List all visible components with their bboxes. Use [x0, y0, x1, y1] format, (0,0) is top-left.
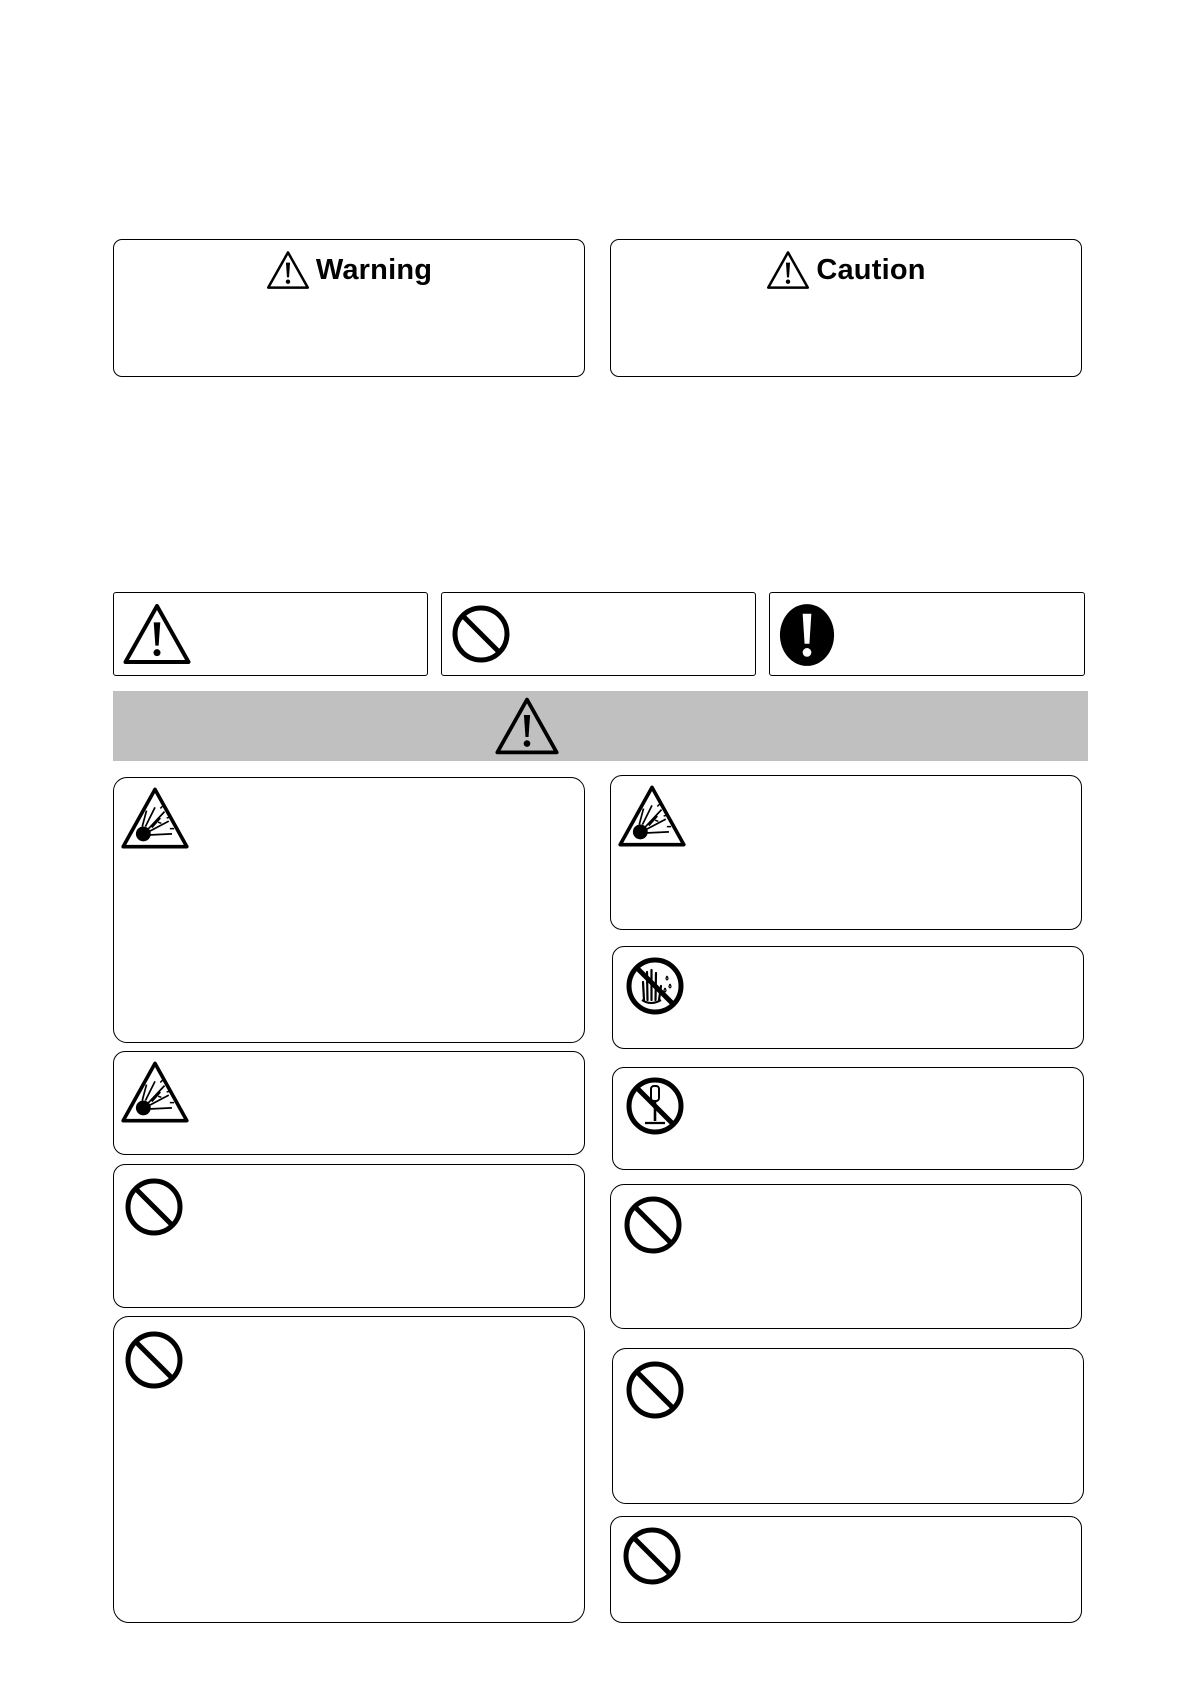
legend-item-warning [113, 592, 428, 676]
left-item-3 [113, 1164, 585, 1308]
warning-triangle-icon [494, 696, 560, 756]
prohibition-icon [124, 1330, 184, 1390]
warning-notice-title: Warning [315, 254, 433, 286]
left-item-4 [113, 1316, 585, 1623]
legend-item-mandatory [769, 592, 1085, 676]
explosion-hazard-icon [617, 784, 687, 848]
prohibition-icon [625, 1360, 685, 1420]
explosion-hazard-icon [120, 1060, 190, 1124]
mandatory-action-icon [778, 602, 836, 668]
right-item-4 [610, 1184, 1082, 1329]
right-item-2 [612, 946, 1084, 1049]
legend-item-prohibition [441, 592, 756, 676]
prohibition-icon [623, 1195, 683, 1255]
explosion-hazard-icon [120, 786, 190, 850]
right-item-3 [612, 1067, 1084, 1170]
caution-notice-title: Caution [816, 254, 926, 286]
warning-notice-header [114, 250, 584, 290]
prohibition-icon [451, 604, 511, 664]
right-item-6 [610, 1516, 1082, 1623]
left-item-1 [113, 777, 585, 1043]
warning-notice-box [113, 239, 585, 377]
caution-notice-box [610, 239, 1082, 377]
right-item-1 [610, 775, 1082, 930]
caution-notice-header [611, 250, 1081, 290]
warning-triangle-icon [766, 250, 810, 290]
left-item-2 [113, 1051, 585, 1155]
do-not-disassemble-icon [625, 1076, 685, 1136]
prohibition-icon [622, 1526, 682, 1586]
warning-triangle-icon [122, 602, 192, 666]
warning-triangle-icon [266, 250, 310, 290]
no-wet-hands-icon [625, 956, 685, 1016]
right-item-5 [612, 1348, 1084, 1504]
section-banner [113, 691, 1088, 761]
prohibition-icon [124, 1177, 184, 1237]
